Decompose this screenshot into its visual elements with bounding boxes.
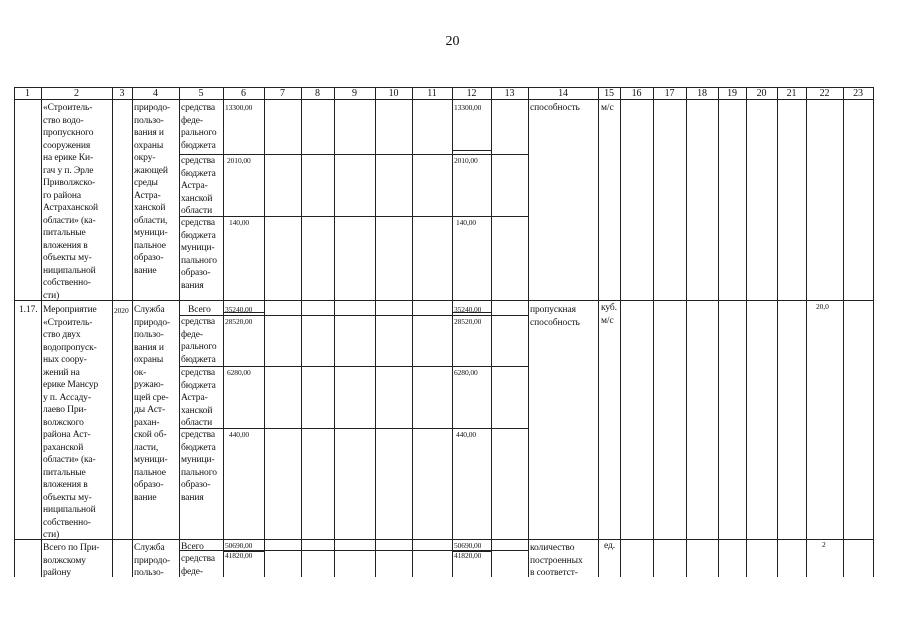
b3-executor: Служба природо- пользо- (134, 543, 171, 578)
column-border (491, 87, 492, 577)
header-cell-2: 2 (74, 88, 79, 99)
b1-amount-municipal-col6: 140,00 (229, 218, 250, 227)
b2-amount-federal-col6: 28520,00 (225, 317, 253, 326)
b2-amount-total-col12: 35240,00 (454, 305, 482, 314)
column-border (223, 87, 224, 577)
subrow-separator (179, 154, 528, 155)
column-border (777, 87, 778, 577)
header-cell-23: 23 (853, 88, 863, 99)
b2-amount-municipal-col12: 440,00 (456, 430, 477, 439)
header-cell-3: 3 (119, 88, 125, 99)
header-cell-4: 4 (153, 88, 158, 99)
column-border (412, 87, 413, 577)
row-separator (14, 300, 873, 301)
b1-indicator: способность (530, 103, 580, 113)
b3-amount-federal-col6: 41820,00 (225, 551, 253, 560)
header-cell-16: 16 (631, 88, 642, 99)
column-border (653, 87, 654, 577)
subrow-separator (179, 216, 528, 217)
b1-unit: м/с (601, 103, 614, 113)
column-border (843, 87, 844, 577)
b1-source-municipal: средства бюджета муници- пального образо- вания (181, 218, 217, 291)
b2-source-regional: средства бюджета Астра- ханской области (181, 368, 216, 428)
b1-amount-regional-col12: 2010,00 (454, 156, 478, 165)
b3-indicator: количество построенных в соответст- (530, 543, 583, 578)
header-cell-22: 22 (819, 88, 830, 99)
b1-amount-regional-col6: 2010,00 (227, 156, 251, 165)
column-border (334, 87, 335, 577)
header-cell-15: 15 (604, 88, 614, 99)
b2-amount-federal-col12: 28520,00 (454, 317, 482, 326)
b2-value-col22: 20,0 (816, 302, 829, 311)
b2-name: Мероприятие «Строитель- ство двух водопропуск- ных соору- жений на ерике Мансур у п. Ассаду- лаево При- волжского района Аст- раханской области» (ка- питальные вложения в объекты му- ниципальной собственно- сти) (43, 305, 99, 540)
b3-source-federal: средства феде- (181, 554, 216, 577)
header-cell-14: 14 (558, 88, 568, 99)
b1-name: «Строитель- ство водо- пропускного сооружения на ерике Ки- гач у п. Эрле Приволжско- го района Астраханской области» (ка- питальные вложения в объекты му- ниципальной собственно- сти) (43, 103, 98, 301)
b1-source-regional: средства бюджета Астра- ханской области (181, 156, 216, 216)
subrow-separator (179, 428, 528, 429)
column-border (598, 87, 599, 577)
column-border (179, 87, 180, 577)
header-cell-10: 10 (388, 88, 399, 99)
header-cell-9: 9 (352, 88, 357, 99)
b3-source-total: Всего (181, 542, 204, 552)
subrow-separator (179, 315, 528, 316)
b2-source-federal: средства феде- рального бюджета (181, 317, 217, 365)
b3-unit: ед. (604, 541, 615, 551)
row-separator (14, 539, 873, 540)
b2-unit: куб. м/с (601, 303, 617, 326)
column-border (686, 87, 687, 577)
header-cell-8: 8 (315, 88, 320, 99)
b3-amount-federal-col12: 41820,00 (454, 551, 482, 560)
header-cell-17: 17 (664, 88, 675, 99)
column-border (452, 87, 453, 577)
header-cell-18: 18 (697, 88, 707, 99)
page-number: 20 (445, 34, 460, 49)
b2-year: 2020 (114, 306, 129, 315)
subrow-separator (452, 150, 491, 151)
column-border (718, 87, 719, 577)
b2-amount-regional-col12: 6280,00 (454, 368, 478, 377)
b2-indicator: пропускная способность (530, 305, 580, 328)
b1-amount-municipal-col12: 140,00 (456, 218, 477, 227)
header-cell-5: 5 (198, 88, 204, 99)
header-cell-11: 11 (427, 88, 437, 99)
column-border (132, 87, 133, 577)
column-border (14, 87, 15, 577)
b1-amount-federal-col6: 13300,00 (225, 103, 253, 112)
column-border (620, 87, 621, 577)
header-cell-13: 13 (504, 88, 515, 99)
column-border (375, 87, 376, 577)
b1-executor: природо- пользо- вания и охраны окру- жающей среды Астра- ханской области, муници- пальное образо- вание (134, 103, 171, 276)
column-border (41, 87, 42, 577)
column-border (112, 87, 113, 577)
header-cell-21: 21 (786, 88, 797, 99)
column-border (528, 87, 529, 577)
header-cell-1: 1 (25, 88, 30, 99)
column-border (746, 87, 747, 577)
b2-amount-regional-col6: 6280,00 (227, 368, 251, 377)
b2-number: 1.17. (19, 305, 38, 315)
b3-amount-total-col12: 50690,00 (454, 541, 482, 550)
b2-source-municipal: средства бюджета муници- пального образо- вания (181, 430, 217, 503)
b1-amount-federal-col12: 13300,00 (454, 103, 482, 112)
header-cell-6: 6 (241, 88, 246, 99)
b1-source-federal: средства феде- рального бюджета (181, 103, 217, 151)
b3-amount-total-col6: 50690,00 (225, 541, 253, 550)
b2-executor: Служба природо- пользо- вания и охраны ок- ружаю- щей сре- ды Аст- рахан- ской об- ласти, муници- пальное образо- вание (134, 305, 171, 503)
b2-amount-municipal-col6: 440,00 (229, 430, 250, 439)
header-cell-20: 20 (756, 88, 767, 99)
column-border (301, 87, 302, 577)
header-cell-12: 12 (466, 88, 477, 99)
b2-source-total: Всего (188, 305, 211, 315)
b3-value-col22: 2 (822, 540, 826, 549)
column-border (873, 87, 874, 577)
header-cell-19: 19 (727, 88, 737, 99)
column-border (264, 87, 265, 577)
b3-name: Всего по При- волжскому району (43, 543, 100, 578)
header-cell-7: 7 (280, 88, 285, 99)
column-border (806, 87, 807, 577)
b2-amount-total-col6: 35240,00 (225, 305, 253, 314)
subrow-separator (179, 366, 528, 367)
